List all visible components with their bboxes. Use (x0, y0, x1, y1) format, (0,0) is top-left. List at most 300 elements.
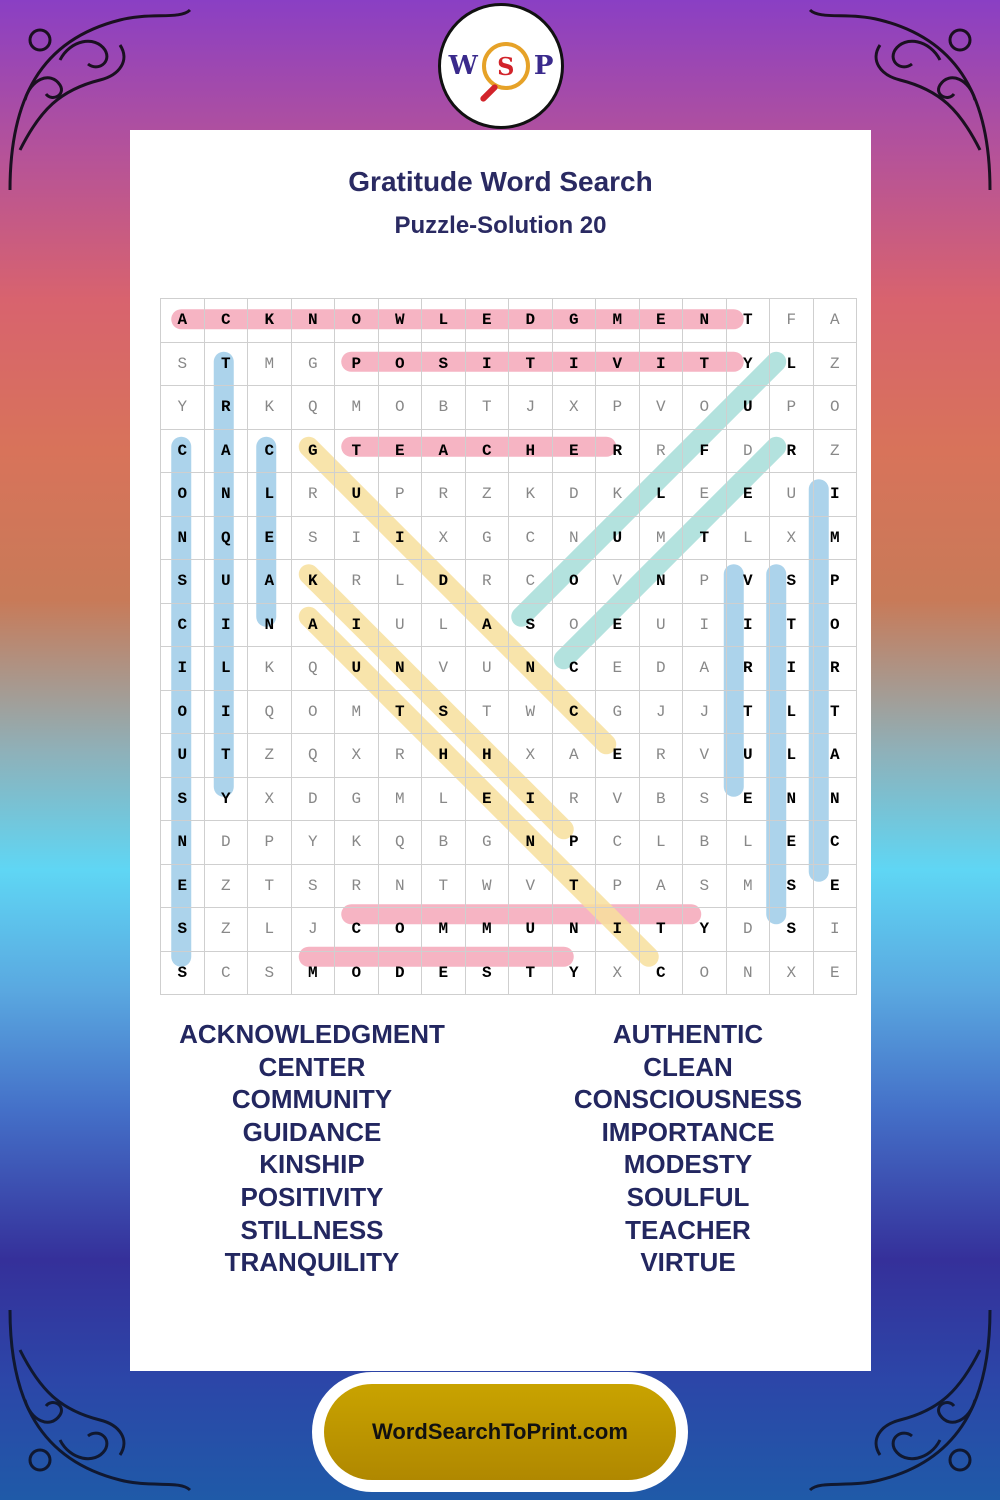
grid-cell: K (596, 473, 640, 517)
grid-cell: S (291, 864, 335, 908)
grid-cell: S (161, 908, 205, 952)
grid-cell: E (552, 429, 596, 473)
grid-cell: D (726, 429, 770, 473)
grid-cell: S (770, 864, 814, 908)
grid-cell: S (683, 864, 727, 908)
grid-cell: L (639, 821, 683, 865)
grid-cell: G (465, 821, 509, 865)
grid-cell: N (248, 603, 292, 647)
grid-cell: M (639, 516, 683, 560)
grid-cell: U (770, 473, 814, 517)
grid-cell: A (813, 299, 857, 343)
magnifier-icon (482, 42, 530, 90)
grid-cell: U (639, 603, 683, 647)
grid-cell: D (378, 951, 422, 995)
grid-cell: B (639, 777, 683, 821)
grid-cell: Y (726, 342, 770, 386)
grid-cell: H (422, 734, 466, 778)
grid-cell: P (683, 560, 727, 604)
grid-cell: L (422, 777, 466, 821)
grid-cell: L (770, 734, 814, 778)
grid-cell: D (422, 560, 466, 604)
grid-cell: W (378, 299, 422, 343)
grid-cell: I (639, 342, 683, 386)
grid-cell: T (465, 386, 509, 430)
grid-cell: Z (248, 734, 292, 778)
grid-cell: T (813, 690, 857, 734)
grid-cell: R (378, 734, 422, 778)
grid-cell: B (683, 821, 727, 865)
grid-cell: U (161, 734, 205, 778)
grid-row (161, 864, 857, 908)
grid-cell: G (335, 777, 379, 821)
word-list-item: POSITIVITY (240, 1181, 384, 1212)
grid-cell: V (509, 864, 553, 908)
grid-cell: I (813, 473, 857, 517)
grid-cell: T (639, 908, 683, 952)
grid-cell: M (465, 908, 509, 952)
grid-cell: R (639, 429, 683, 473)
grid-cell: E (161, 864, 205, 908)
puzzle-card (130, 130, 871, 1371)
grid-cell: L (248, 473, 292, 517)
grid-cell: O (813, 603, 857, 647)
grid-cell: L (639, 473, 683, 517)
grid-cell: I (509, 777, 553, 821)
grid-cell: K (291, 560, 335, 604)
grid-cell: T (335, 429, 379, 473)
grid-cell: S (683, 777, 727, 821)
grid-cell: D (204, 821, 248, 865)
grid-cell: N (378, 647, 422, 691)
word-list-left (147, 1018, 477, 1279)
grid-cell: L (422, 299, 466, 343)
grid-cell: S (422, 342, 466, 386)
grid-cell: E (813, 951, 857, 995)
grid-cell: R (639, 734, 683, 778)
grid-cell: O (813, 386, 857, 430)
grid-cell: E (683, 473, 727, 517)
word-list-item: VIRTUE (640, 1247, 736, 1278)
grid-cell: C (248, 429, 292, 473)
grid-cell: N (291, 299, 335, 343)
grid-cell: T (465, 690, 509, 734)
grid-cell: C (639, 951, 683, 995)
grid-cell: X (509, 734, 553, 778)
grid-cell: I (726, 603, 770, 647)
grid-cell: A (291, 603, 335, 647)
grid-cell: E (596, 734, 640, 778)
grid-cell: Q (291, 734, 335, 778)
grid-cell: C (161, 429, 205, 473)
grid-cell: E (770, 821, 814, 865)
grid-cell: M (248, 342, 292, 386)
grid-cell: N (770, 777, 814, 821)
grid-cell: L (422, 603, 466, 647)
grid-cell: E (639, 299, 683, 343)
grid-cell: B (422, 386, 466, 430)
grid-cell: U (596, 516, 640, 560)
grid-cell: A (248, 560, 292, 604)
grid-cell: R (335, 560, 379, 604)
grid-cell: T (683, 342, 727, 386)
grid-cell: L (726, 821, 770, 865)
grid-cell: S (161, 777, 205, 821)
grid-cell: R (552, 777, 596, 821)
grid-cell: Y (552, 951, 596, 995)
grid-cell: N (552, 908, 596, 952)
grid-cell: I (683, 603, 727, 647)
grid-cell: V (683, 734, 727, 778)
grid-cell: K (248, 647, 292, 691)
grid-row (161, 603, 857, 647)
grid-cell: T (378, 690, 422, 734)
grid-cell: Y (204, 777, 248, 821)
grid-cell: H (509, 429, 553, 473)
grid-cell: J (291, 908, 335, 952)
grid-cell: O (552, 560, 596, 604)
grid-cell: X (596, 951, 640, 995)
grid-row (161, 429, 857, 473)
grid-cell: P (335, 342, 379, 386)
grid-cell: Z (465, 473, 509, 517)
grid-cell: D (639, 647, 683, 691)
grid-row (161, 386, 857, 430)
grid-cell: Y (161, 386, 205, 430)
grid-cell: U (378, 603, 422, 647)
grid-cell: A (552, 734, 596, 778)
grid-cell: Z (204, 908, 248, 952)
grid-cell: U (335, 473, 379, 517)
grid-cell: H (465, 734, 509, 778)
grid-cell: E (596, 647, 640, 691)
grid-cell: T (726, 690, 770, 734)
grid-cell: N (683, 299, 727, 343)
grid-cell: T (770, 603, 814, 647)
grid-cell: Z (813, 429, 857, 473)
grid-row (161, 821, 857, 865)
logo-letter-w: W (448, 51, 478, 81)
grid-cell: S (248, 951, 292, 995)
grid-cell: I (465, 342, 509, 386)
grid-cell: A (683, 647, 727, 691)
grid-cell: F (683, 429, 727, 473)
grid-cell: D (509, 299, 553, 343)
grid-cell: N (161, 821, 205, 865)
word-list-item: ACKNOWLEDGMENT (179, 1019, 445, 1049)
grid-cell: T (726, 299, 770, 343)
grid-cell: B (422, 821, 466, 865)
grid-cell: D (552, 473, 596, 517)
grid-cell: O (335, 951, 379, 995)
grid-row (161, 777, 857, 821)
grid-cell: D (291, 777, 335, 821)
grid-cell: A (422, 429, 466, 473)
grid-cell: C (204, 951, 248, 995)
grid-cell: X (422, 516, 466, 560)
grid-cell: W (465, 864, 509, 908)
grid-cell: S (770, 560, 814, 604)
grid-cell: G (291, 342, 335, 386)
grid-row (161, 299, 857, 343)
grid-cell: N (726, 951, 770, 995)
word-list-item: TEACHER (625, 1214, 751, 1245)
grid-cell: P (770, 386, 814, 430)
grid-cell: Q (378, 821, 422, 865)
word-list-right (523, 1018, 853, 1279)
grid-cell: T (552, 864, 596, 908)
grid-cell: M (422, 908, 466, 952)
word-list-item: SOULFUL (626, 1181, 750, 1212)
grid-cell: U (509, 908, 553, 952)
grid-cell: N (509, 821, 553, 865)
grid-cell: C (204, 299, 248, 343)
grid-cell: R (335, 864, 379, 908)
grid-cell: M (596, 299, 640, 343)
grid-row (161, 647, 857, 691)
grid-cell: Y (683, 908, 727, 952)
grid-cell: I (204, 603, 248, 647)
grid-cell: O (161, 473, 205, 517)
grid-cell: R (204, 386, 248, 430)
word-list-item: CLEAN (643, 1051, 733, 1082)
grid-cell: C (509, 560, 553, 604)
grid-cell: I (161, 647, 205, 691)
grid-row (161, 908, 857, 952)
grid-cell: C (161, 603, 205, 647)
grid-cell: C (552, 647, 596, 691)
page-title: Gratitude Word Search (348, 166, 653, 197)
grid-cell: W (509, 690, 553, 734)
grid-cell: T (248, 864, 292, 908)
grid-cell: P (552, 821, 596, 865)
grid-cell: N (509, 647, 553, 691)
grid-cell: T (422, 864, 466, 908)
grid-cell: N (161, 516, 205, 560)
grid-cell: L (726, 516, 770, 560)
grid-row (161, 734, 857, 778)
grid-cell: S (465, 951, 509, 995)
grid-cell: E (465, 777, 509, 821)
grid-cell: I (552, 342, 596, 386)
grid-cell: C (596, 821, 640, 865)
grid-cell: I (335, 516, 379, 560)
grid-cell: L (378, 560, 422, 604)
grid-cell: O (552, 603, 596, 647)
grid-cell: M (335, 386, 379, 430)
grid-cell: M (378, 777, 422, 821)
grid-cell: X (248, 777, 292, 821)
grid-cell: J (639, 690, 683, 734)
word-list-item: MODESTY (623, 1149, 753, 1180)
grid-cell: S (509, 603, 553, 647)
grid-cell: J (683, 690, 727, 734)
grid-cell: M (726, 864, 770, 908)
site-logo[interactable] (438, 3, 564, 129)
word-list-item: GUIDANCE (242, 1116, 382, 1147)
footer-badge (312, 1372, 688, 1492)
grid-cell: E (726, 777, 770, 821)
grid-cell: G (291, 429, 335, 473)
grid-cell: A (161, 299, 205, 343)
grid-cell: P (378, 473, 422, 517)
grid-cell: S (161, 951, 205, 995)
grid-cell: T (204, 734, 248, 778)
grid-cell: Z (813, 342, 857, 386)
grid-cell: N (378, 864, 422, 908)
grid-cell: N (813, 777, 857, 821)
grid-cell: V (596, 777, 640, 821)
grid-cell: I (596, 908, 640, 952)
grid-cell: C (509, 516, 553, 560)
grid-cell: O (378, 908, 422, 952)
grid-cell: I (813, 908, 857, 952)
grid-cell: R (596, 429, 640, 473)
grid-cell: Q (291, 386, 335, 430)
grid-cell: R (291, 473, 335, 517)
grid-cell: N (204, 473, 248, 517)
grid-cell: C (335, 908, 379, 952)
grid-cell: R (422, 473, 466, 517)
page-subtitle: Puzzle-Solution 20 (394, 212, 607, 239)
grid-cell: V (422, 647, 466, 691)
grid-cell: V (596, 342, 640, 386)
grid-cell: S (291, 516, 335, 560)
grid-cell: I (770, 647, 814, 691)
grid-cell: I (204, 690, 248, 734)
grid-cell: U (726, 386, 770, 430)
grid-cell: S (422, 690, 466, 734)
grid-cell: A (465, 603, 509, 647)
logo-letter-s: S (497, 51, 515, 81)
grid-cell: P (596, 864, 640, 908)
grid-cell: I (335, 603, 379, 647)
logo-letter-p: P (533, 51, 554, 81)
grid-cell: K (248, 299, 292, 343)
grid-cell: V (726, 560, 770, 604)
grid-cell: R (465, 560, 509, 604)
grid-cell: K (248, 386, 292, 430)
grid-cell: S (161, 560, 205, 604)
grid-cell: X (770, 951, 814, 995)
grid-row (161, 690, 857, 734)
grid-cell: J (509, 386, 553, 430)
grid-cell: G (465, 516, 509, 560)
word-list-item: CONSCIOUSNESS (573, 1084, 803, 1115)
grid-cell: K (509, 473, 553, 517)
grid-cell: T (683, 516, 727, 560)
grid-cell: L (248, 908, 292, 952)
grid-cell: E (726, 473, 770, 517)
word-list-item: AUTHENTIC (612, 1019, 764, 1049)
grid-row (161, 342, 857, 386)
grid-cell: L (204, 647, 248, 691)
grid-cell: A (204, 429, 248, 473)
grid-cell: A (639, 864, 683, 908)
grid-cell: C (813, 821, 857, 865)
grid-cell: E (465, 299, 509, 343)
site-link[interactable]: WordSearchToPrint.com (324, 1384, 676, 1480)
grid-cell: U (204, 560, 248, 604)
grid-cell: N (552, 516, 596, 560)
grid-cell: O (378, 386, 422, 430)
grid-cell: O (683, 386, 727, 430)
grid-cell: M (291, 951, 335, 995)
grid-row (161, 951, 857, 995)
grid-cell: T (204, 342, 248, 386)
grid-cell: Q (248, 690, 292, 734)
grid-cell: F (770, 299, 814, 343)
grid-cell: X (552, 386, 596, 430)
grid-cell: O (335, 299, 379, 343)
word-list-item: KINSHIP (259, 1149, 365, 1180)
grid-cell: U (726, 734, 770, 778)
grid-cell: R (813, 647, 857, 691)
grid-cell: V (639, 386, 683, 430)
grid-cell: E (248, 516, 292, 560)
grid-cell: C (465, 429, 509, 473)
word-search-grid (160, 298, 840, 982)
grid-cell: G (552, 299, 596, 343)
grid-cell: S (161, 342, 205, 386)
grid-cell: K (335, 821, 379, 865)
grid-cell: L (770, 342, 814, 386)
grid-cell: O (291, 690, 335, 734)
grid-cell: P (248, 821, 292, 865)
grid-cell: Q (291, 647, 335, 691)
grid-cell: E (813, 864, 857, 908)
grid-cell: D (726, 908, 770, 952)
grid-cell: E (596, 603, 640, 647)
word-list-item: IMPORTANCE (601, 1116, 775, 1147)
grid-cell: O (161, 690, 205, 734)
grid-cell: G (596, 690, 640, 734)
grid-row (161, 516, 857, 560)
word-list-item: STILLNESS (240, 1214, 384, 1245)
grid-cell: R (726, 647, 770, 691)
word-list-item: CENTER (258, 1051, 366, 1082)
grid-cell: P (813, 560, 857, 604)
grid-cell: Z (204, 864, 248, 908)
word-list-item: COMMUNITY (231, 1084, 393, 1115)
grid-cell: R (770, 429, 814, 473)
grid-cell: S (770, 908, 814, 952)
letter-grid (160, 298, 857, 995)
grid-cell: M (813, 516, 857, 560)
grid-cell: V (596, 560, 640, 604)
word-list-item: TRANQUILITY (224, 1247, 400, 1278)
grid-cell: O (378, 342, 422, 386)
grid-row (161, 560, 857, 604)
grid-cell: M (335, 690, 379, 734)
grid-cell: P (596, 386, 640, 430)
grid-cell: T (509, 951, 553, 995)
grid-cell: A (813, 734, 857, 778)
grid-cell: E (378, 429, 422, 473)
grid-cell: Q (204, 516, 248, 560)
grid-cell: E (422, 951, 466, 995)
grid-cell: U (465, 647, 509, 691)
grid-cell: C (552, 690, 596, 734)
grid-row (161, 473, 857, 517)
grid-cell: X (770, 516, 814, 560)
grid-cell: N (639, 560, 683, 604)
grid-cell: L (770, 690, 814, 734)
grid-cell: U (335, 647, 379, 691)
grid-cell: I (378, 516, 422, 560)
grid-cell: X (335, 734, 379, 778)
grid-cell: T (509, 342, 553, 386)
